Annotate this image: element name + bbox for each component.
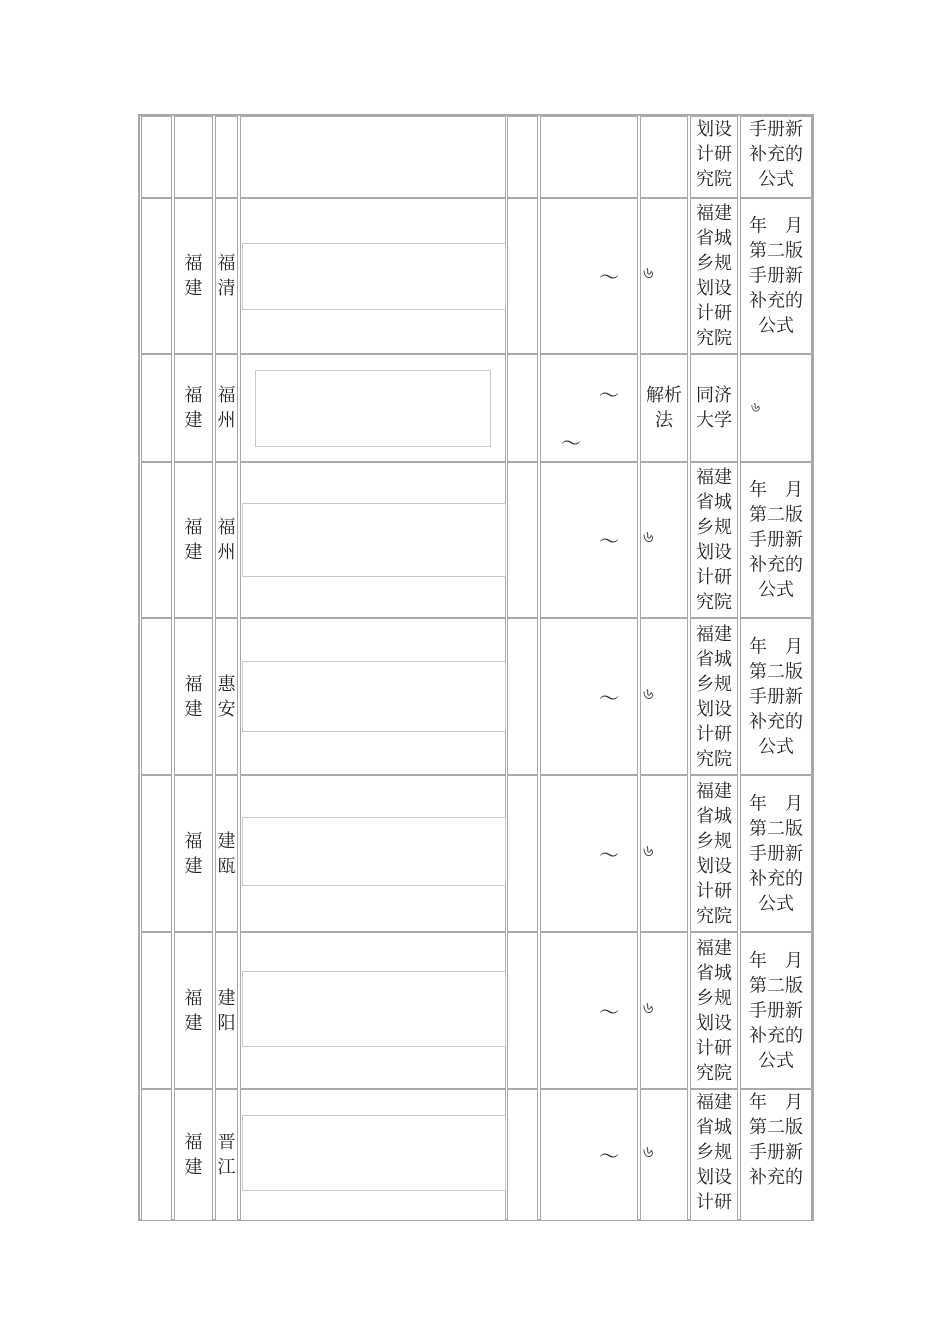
cell-text-line: 年 月 [749, 793, 803, 814]
formula-frame [242, 661, 506, 732]
cell-text-line: 计研 [696, 1037, 732, 1059]
cell-solution [640, 462, 688, 618]
cell-text-line: 福 [184, 673, 203, 695]
cell-text-line: 公式 [758, 893, 794, 914]
cell-text-line: 福 [217, 253, 236, 274]
cell-text-line: 公式 [758, 169, 794, 190]
cell-text-line: 手册新 [749, 843, 803, 864]
cell-tilde [540, 618, 638, 775]
cell-tilde [540, 198, 638, 354]
cell-tilde [540, 462, 638, 618]
cell-empty1 [507, 775, 538, 932]
cell-text-line: 乡规 [696, 1142, 732, 1163]
cell-empty1 [507, 198, 538, 354]
cell-method [240, 198, 506, 354]
cell-text-line: 乡规 [696, 253, 732, 274]
cell-text-line: 补充的 [749, 144, 803, 165]
cell-text-line: 年 月 [749, 636, 803, 657]
cell-text-line: 乡规 [696, 517, 732, 538]
cell-province [174, 775, 213, 932]
cell-text-line: 建 [217, 830, 236, 852]
cell-method [240, 354, 506, 462]
cell-text-line: 手册新 [749, 1142, 803, 1163]
paragraph-mark: ৬ [643, 684, 654, 703]
cell-text-line: 划设 [696, 1167, 732, 1188]
cell-text-line: 州 [217, 542, 236, 563]
range-tilde: ～ [599, 1144, 619, 1168]
cell-text-line: 究院 [696, 905, 732, 927]
cell-text-line: 省城 [696, 648, 732, 670]
cell-text-line: 补充的 [749, 554, 803, 576]
cell-text-line: 福 [184, 1132, 203, 1153]
cell-text-line: 建 [184, 410, 203, 431]
formula-frame [242, 1115, 506, 1191]
cell-text-line: 州 [217, 410, 236, 431]
cell-org [690, 775, 738, 932]
cell-text-line: 划设 [696, 119, 732, 140]
cell-solution [640, 618, 688, 775]
cell-text-line: 第二版 [749, 661, 803, 682]
cell-text-line: 计研 [696, 303, 732, 324]
cell-text-line: 阳 [217, 1012, 236, 1034]
cell-text-line: 年 月 [749, 950, 803, 971]
cell-text-line: 建 [184, 855, 203, 877]
table-row [140, 775, 812, 932]
cell-blank [141, 198, 172, 354]
cell-text-line: 第二版 [749, 818, 803, 839]
cell-text-line: 计研 [696, 144, 732, 165]
cell-text-line: 手册新 [749, 265, 803, 287]
range-tilde: ～ [599, 383, 619, 407]
cell-text-line: 省城 [696, 228, 732, 249]
table-row [140, 1089, 812, 1221]
cell-text-line: 法 [655, 410, 673, 431]
cell-text-line: ৬ [751, 399, 761, 416]
cell-method [240, 116, 506, 198]
cell-text-line: 解析 [646, 385, 682, 406]
cell-text-line: 第二版 [749, 975, 803, 996]
cell-text-line: 究院 [696, 592, 732, 613]
cell-blank [141, 618, 172, 775]
cell-text-line: 划设 [696, 1012, 732, 1034]
cell-solution [640, 932, 688, 1089]
cell-province [174, 354, 213, 462]
cell-province [174, 462, 213, 618]
cell-text-line: 手册新 [749, 529, 803, 551]
cell-text-line: 公式 [758, 579, 794, 601]
cell-empty1 [507, 462, 538, 618]
cell-text-line: 乡规 [696, 830, 732, 852]
cell-text-line: 惠 [217, 673, 236, 695]
range-tilde: ～ [599, 843, 619, 867]
cell-method [240, 932, 506, 1089]
cell-text-line: 福建 [696, 937, 732, 959]
cell-text-line: 究院 [696, 748, 732, 770]
cell-province [174, 618, 213, 775]
cell-org [690, 932, 738, 1089]
cell-text-line: 省城 [696, 805, 732, 827]
cell-org [690, 354, 738, 462]
formula-frame [242, 243, 506, 310]
cell-text-line: 公式 [758, 1050, 794, 1071]
cell-method [240, 618, 506, 775]
table-row [140, 462, 812, 618]
cell-text-line: 晋 [217, 1132, 236, 1153]
cell-solution [640, 198, 688, 354]
cell-org [690, 198, 738, 354]
cell-text-line: 福建 [696, 467, 732, 488]
paragraph-mark: ৬ [643, 527, 654, 546]
cell-province [174, 116, 213, 198]
cell-text-line: 年 月 [749, 215, 803, 237]
cell-text-line: 补充的 [749, 290, 803, 312]
cell-text-line: 手册新 [749, 119, 803, 140]
cell-text-line: 瓯 [217, 855, 236, 877]
cell-method [240, 775, 506, 932]
paragraph-mark: ৬ [643, 998, 654, 1017]
cell-blank [141, 932, 172, 1089]
cell-text-line: 乡规 [696, 987, 732, 1009]
formula-frame [242, 817, 506, 886]
cell-org [690, 1089, 738, 1221]
cell-text-line: 划设 [696, 542, 732, 563]
cell-text-line: 第二版 [749, 1117, 803, 1138]
cell-text-line: 福 [184, 987, 203, 1009]
cell-text-line: 省城 [696, 1117, 732, 1138]
cell-city [215, 775, 238, 932]
cell-text-line: 建 [184, 278, 203, 299]
cell-empty1 [507, 932, 538, 1089]
cell-city [215, 354, 238, 462]
cell-text-line: 第二版 [749, 240, 803, 262]
cell-note [740, 116, 812, 198]
range-tilde: ～ [599, 265, 619, 289]
cell-text-line: 大学 [696, 410, 732, 431]
range-tilde: ～ [599, 686, 619, 710]
cell-blank [141, 775, 172, 932]
cell-city [215, 116, 238, 198]
table-row [140, 354, 812, 462]
cell-text-line: 福 [184, 517, 203, 538]
cell-text-line: 福建 [696, 623, 732, 645]
cell-text-line: 年 月 [749, 479, 803, 501]
cell-text-line: 补充的 [749, 1025, 803, 1046]
cell-text-line: 划设 [696, 698, 732, 720]
cell-note [740, 354, 812, 462]
cell-text-line: 建 [217, 987, 236, 1009]
cell-text-line: 清 [217, 278, 236, 299]
table-row [140, 618, 812, 775]
cell-text-line: 究院 [696, 1062, 732, 1084]
cell-blank [141, 116, 172, 198]
cell-blank [141, 1089, 172, 1221]
paragraph-mark: ৬ [643, 1142, 654, 1161]
cell-text-line: 划设 [696, 855, 732, 877]
cell-note [740, 775, 812, 932]
cell-empty1 [507, 354, 538, 462]
cell-text-line: 同济 [696, 385, 732, 406]
cell-text-line: 福建 [696, 780, 732, 802]
cell-text-line: 计研 [696, 723, 732, 745]
cell-blank [141, 462, 172, 618]
cell-text-line: 安 [217, 698, 236, 720]
cell-city [215, 932, 238, 1089]
cell-method [240, 462, 506, 618]
cell-text-line: 手册新 [749, 686, 803, 707]
range-tilde: ～ [561, 431, 581, 455]
cell-tilde [540, 116, 638, 198]
cell-text-line: 计研 [696, 880, 732, 902]
cell-province [174, 198, 213, 354]
cell-text-line: 究院 [696, 169, 732, 190]
cell-tilde [540, 354, 638, 462]
cell-blank [141, 354, 172, 462]
formula-frame [242, 971, 506, 1047]
cell-empty1 [507, 116, 538, 198]
cell-solution [640, 775, 688, 932]
cell-text-line: 建 [184, 698, 203, 720]
cell-text-line: 省城 [696, 962, 732, 984]
cell-city [215, 462, 238, 618]
cell-city [215, 1089, 238, 1221]
cell-note [740, 462, 812, 618]
cell-tilde [540, 775, 638, 932]
cell-org [690, 618, 738, 775]
cell-note [740, 198, 812, 354]
cell-note [740, 1089, 812, 1221]
paragraph-mark: ৬ [643, 263, 654, 282]
cell-text-line: 乡规 [696, 673, 732, 695]
cell-text-line: 福 [217, 517, 236, 538]
paragraph-mark: ৬ [643, 841, 654, 860]
range-tilde: ～ [599, 1000, 619, 1024]
cell-text-line: 手册新 [749, 1000, 803, 1021]
formula-frame [255, 370, 491, 447]
range-tilde: ～ [599, 529, 619, 553]
cell-tilde [540, 932, 638, 1089]
cell-province [174, 932, 213, 1089]
cell-empty1 [507, 1089, 538, 1221]
cell-text-line: 建 [184, 542, 203, 563]
cell-note [740, 932, 812, 1089]
cell-text-line: 计研 [696, 1192, 732, 1213]
cell-text-line: 福建 [696, 203, 732, 224]
cell-method [240, 1089, 506, 1221]
cell-text-line: 建 [184, 1157, 203, 1178]
table-row [140, 932, 812, 1089]
cell-text-line: 江 [217, 1157, 236, 1178]
cell-text-line: 年 月 [749, 1092, 803, 1113]
cell-text-line: 福 [184, 830, 203, 852]
table-row [140, 116, 812, 198]
cell-text-line: 福 [184, 385, 203, 406]
cell-text-line: 计研 [696, 567, 732, 588]
cell-org [690, 116, 738, 198]
cell-empty1 [507, 618, 538, 775]
cell-text-line: 补充的 [749, 711, 803, 732]
cell-text-line: 福 [184, 253, 203, 274]
table-row [140, 198, 812, 354]
cell-city [215, 618, 238, 775]
cell-solution [640, 354, 688, 462]
cell-text-line: 究院 [696, 328, 732, 349]
data-table [138, 114, 814, 1221]
cell-text-line: 建 [184, 1012, 203, 1034]
cell-province [174, 1089, 213, 1221]
cell-text-line: 划设 [696, 278, 732, 299]
cell-text-line: 福建 [696, 1092, 732, 1113]
cell-solution [640, 1089, 688, 1221]
cell-org [690, 462, 738, 618]
cell-text-line: 公式 [758, 736, 794, 757]
cell-text-line: 福 [217, 385, 236, 406]
cell-text-line: 公式 [758, 315, 794, 337]
cell-note [740, 618, 812, 775]
cell-text-line: 省城 [696, 492, 732, 513]
cell-city [215, 198, 238, 354]
cell-text-line: 第二版 [749, 504, 803, 526]
cell-text-line: 补充的 [749, 868, 803, 889]
formula-frame [242, 503, 506, 577]
cell-tilde [540, 1089, 638, 1221]
cell-text-line: 补充的 [749, 1167, 803, 1188]
cell-solution [640, 116, 688, 198]
